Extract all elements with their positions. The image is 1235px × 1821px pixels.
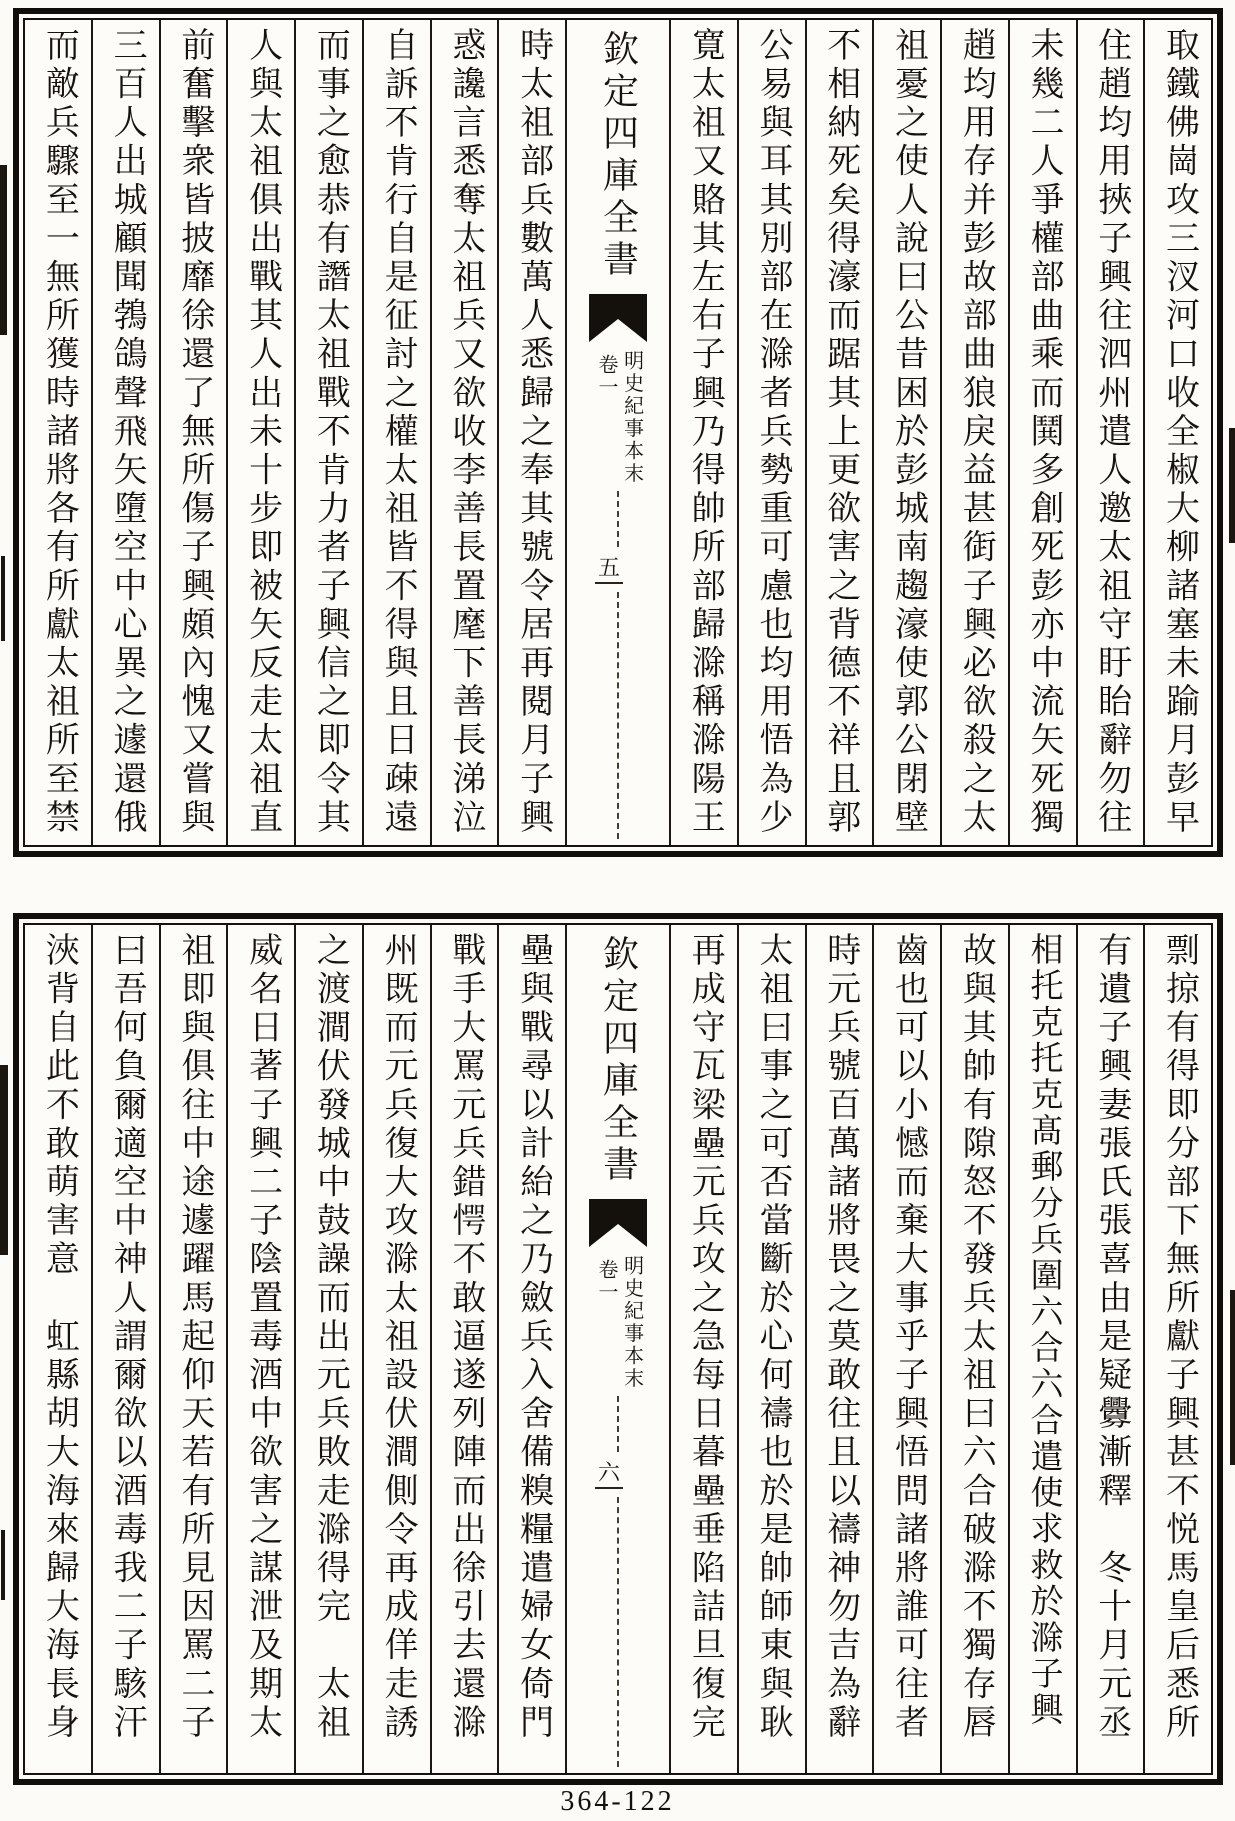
spine-subtitle <box>594 350 641 485</box>
text-column <box>1143 20 1211 845</box>
edge-smudge <box>0 1065 8 1255</box>
text-column <box>362 925 430 1773</box>
text-column <box>25 925 91 1773</box>
folio-block-bottom <box>13 913 1223 1785</box>
folio-block-top <box>13 8 1223 857</box>
folio-inner-frame <box>23 18 1213 847</box>
text-column <box>430 925 498 1773</box>
column-text: 祖即與俱往中途遽躍馬起仰天若有所見因罵二子 <box>175 932 213 1743</box>
fishtail-mark <box>589 1199 647 1247</box>
column-text: 太祖曰事之可否當斷於心何禱也於是帥師東與耿 <box>753 932 791 1743</box>
column-text: 公易與耳其別部在滁者兵勢重可慮也均用悟為少 <box>753 27 791 838</box>
text-column <box>669 20 737 845</box>
column-text: 故與其帥有隙怒不發兵太祖曰六合破滁不獨存唇 <box>957 932 995 1743</box>
column-text: 戰手大罵元兵錯愕不敢逼遂列陣而出徐引去還滁 <box>446 932 484 1743</box>
column-text: 齒也可以小憾而棄大事乎子興悟問諸將誰可往者 <box>889 932 927 1743</box>
column-text: 有遺子興妻張氏張喜由是疑釁漸釋 冬十月元丞 <box>1092 932 1130 1743</box>
footer-page-number: 364-122 <box>560 1786 675 1817</box>
edge-smudge <box>1 556 5 641</box>
spine-column <box>565 20 669 845</box>
spine-book-title: 明史紀事本末 <box>620 350 643 485</box>
text-column <box>294 20 362 845</box>
fishtail-mark <box>589 294 647 342</box>
text-column <box>1008 925 1076 1773</box>
column-text: 威名日著子興二子陰置毒酒中欲害之謀泄及期太 <box>243 932 281 1743</box>
text-column <box>872 925 940 1773</box>
spine-series-title: 欽定四庫全書 <box>598 935 639 1187</box>
text-column <box>940 925 1008 1773</box>
edge-smudge <box>1 1530 5 1600</box>
spine-divider-line <box>617 592 619 839</box>
text-column <box>940 20 1008 845</box>
text-column <box>430 20 498 845</box>
edge-smudge <box>1229 428 1235 543</box>
column-text: 祖憂之使人說曰公昔困於彭城南趨濠使郭公閉壁 <box>889 27 927 838</box>
text-column <box>872 20 940 845</box>
column-text: 人與太祖俱出戰其人出未十步即被矢反走太祖直 <box>243 27 281 838</box>
spine-subtitle <box>594 1255 641 1390</box>
column-text: 寛太祖又賂其左右子興乃得帥所部歸滁稱滁陽王 <box>686 27 724 838</box>
spine-series-title: 欽定四庫全書 <box>598 30 639 282</box>
spine-chapter-label: 卷一 <box>595 354 618 399</box>
spine-divider-line <box>617 1396 619 1452</box>
text-column <box>91 20 159 845</box>
text-column <box>497 20 565 845</box>
text-column <box>91 925 159 1773</box>
folio-inner-frame <box>23 923 1213 1775</box>
column-text: 時元兵號百萬諸將畏之莫敢往且以禱神勿吉為辭 <box>821 932 859 1743</box>
column-text: 剽掠有得即分部下無所獻子興甚不悦馬皇后悉所 <box>1160 932 1198 1743</box>
text-column <box>226 925 294 1773</box>
folio-number: 六 <box>595 1462 623 1489</box>
text-column <box>159 20 227 845</box>
column-text: 而事之愈恭有譖太祖戰不肯力者子興信之即令其 <box>311 27 349 838</box>
column-text: 之渡澗伏發城中鼓譟而出元兵敗走滁得完 太祖 <box>311 932 349 1743</box>
column-text: 曰吾何負爾適空中神人謂爾欲以酒毒我二子駭汗 <box>108 932 146 1743</box>
column-text: 取鐵佛崗攻三汊河口收全椒大柳諸塞未踰月彭早 <box>1160 27 1198 838</box>
text-column <box>294 925 362 1773</box>
spine-divider-line <box>617 1497 619 1767</box>
spine-column <box>565 925 669 1773</box>
column-text: 三百人出城顧聞鵓鴿聲飛矢墮空中心異之遽還俄 <box>108 27 146 838</box>
column-text: 壘與戰尋以計紿之乃斂兵入舍備糗糧遣婦女倚門 <box>514 932 552 1743</box>
column-text: 住趙均用挾子興往泗州遣人邀太祖守盱眙辭勿往 <box>1092 27 1130 838</box>
text-column <box>1143 925 1211 1773</box>
edge-smudge <box>1230 1290 1235 1465</box>
column-text: 州既而元兵復大攻滁太祖設伏澗側令再成佯走誘 <box>379 932 417 1743</box>
spine-divider-line <box>617 491 619 547</box>
edge-smudge <box>0 165 7 335</box>
column-grid <box>25 20 1211 845</box>
column-text: 不相納死矣得濠而踞其上更欲害之背德不祥且郭 <box>821 27 859 838</box>
column-text: 自訴不肯行自是征討之權太祖皆不得與且日疎遠 <box>379 27 417 838</box>
text-column <box>1076 20 1144 845</box>
text-column <box>805 20 873 845</box>
text-column <box>737 20 805 845</box>
text-column <box>362 20 430 845</box>
text-column <box>226 20 294 845</box>
spine-chapter-label: 卷一 <box>595 1259 618 1304</box>
column-text: 相托克托克髙郵分兵圍六合六合遣使求救於滁子興 <box>1025 932 1062 1729</box>
text-column <box>669 925 737 1773</box>
text-column <box>737 925 805 1773</box>
column-text: 未幾二人爭權部曲乘而鬨多創死彭亦中流矢死獨 <box>1024 27 1062 838</box>
text-column <box>805 925 873 1773</box>
text-column <box>497 925 565 1773</box>
column-grid <box>25 925 1211 1773</box>
column-text: 而敵兵驟至一無所獲時諸將各有所獻太祖所至禁 <box>40 27 78 838</box>
text-column <box>159 925 227 1773</box>
column-text: 趙均用存并彭故部曲狼戾益甚衘子興必欲殺之太 <box>957 27 995 838</box>
spine-book-title: 明史紀事本末 <box>620 1255 643 1390</box>
text-column <box>25 20 91 845</box>
folio-number: 五 <box>595 557 623 584</box>
column-text: 時太祖部兵數萬人悉歸之奉其號令居再閱月子興 <box>514 27 552 838</box>
column-text: 前奮擊衆皆披靡徐還了無所傷子興頗內愧又嘗與 <box>175 27 213 838</box>
column-text: 惑讒言悉奪太祖兵又欲收李善長置麾下善長涕泣 <box>446 27 484 838</box>
column-text: 再成守瓦梁壘元兵攻之急每日暮壘垂陷詰旦復完 <box>686 932 724 1743</box>
text-column <box>1076 925 1144 1773</box>
column-text: 浹背自此不敢萌害意 虹縣胡大海來歸大海長身 <box>40 932 78 1743</box>
text-column <box>1008 20 1076 845</box>
